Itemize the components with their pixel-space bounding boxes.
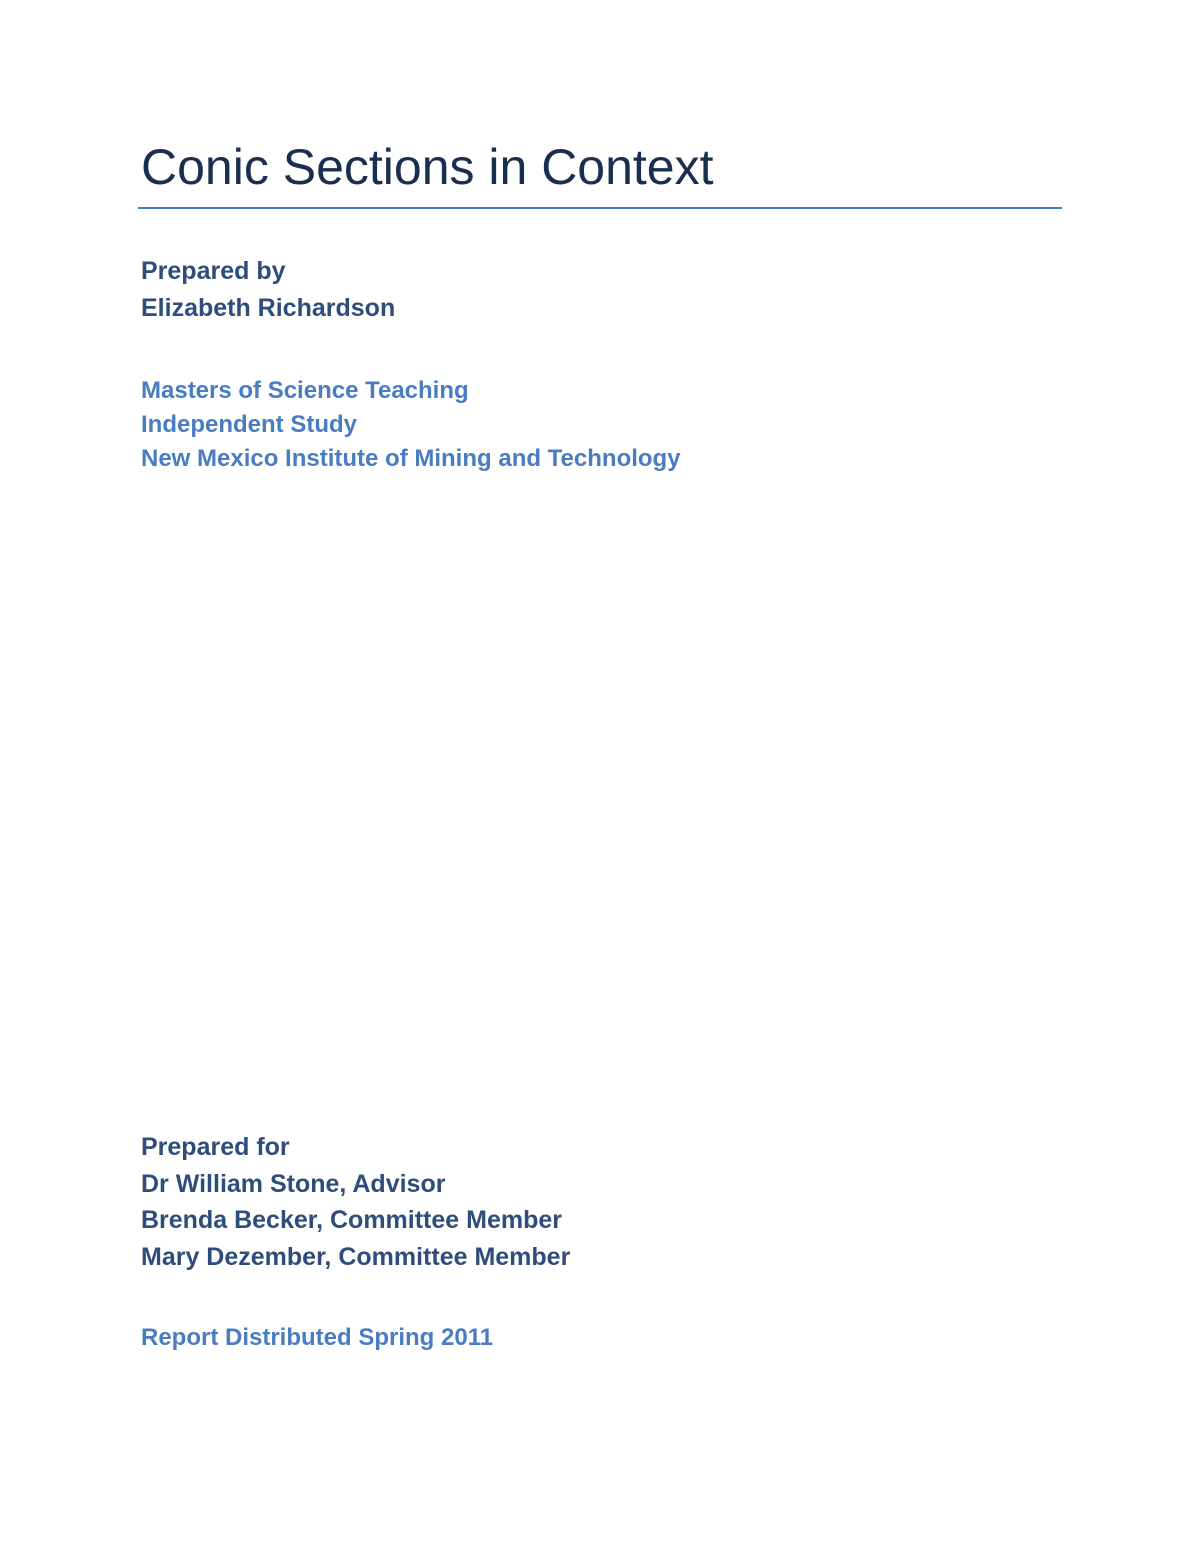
prepared-for-section (141, 1135, 570, 1281)
program-section (141, 379, 681, 481)
program-institution: New Mexico Institute of Mining and Technology (141, 445, 681, 472)
program-course: Independent Study (141, 411, 357, 438)
document-title: Conic Sections in Context (141, 139, 714, 195)
title-divider (138, 207, 1062, 209)
author-name: Elizabeth Richardson (141, 294, 396, 322)
prepared-by-section (141, 259, 395, 333)
prepared-by-heading: Prepared by (141, 257, 286, 285)
distribution-section (141, 1326, 493, 1350)
committee-member-2: Mary Dezember, Committee Member (141, 1242, 571, 1271)
prepared-for-heading: Prepared for (141, 1133, 290, 1161)
distribution-date: Report Distributed Spring 2011 (141, 1324, 494, 1351)
committee-member-1: Brenda Becker, Committee Member (141, 1206, 562, 1234)
advisor-name: Dr William Stone, Advisor (141, 1169, 446, 1198)
program-degree: Masters of Science Teaching (141, 377, 469, 404)
